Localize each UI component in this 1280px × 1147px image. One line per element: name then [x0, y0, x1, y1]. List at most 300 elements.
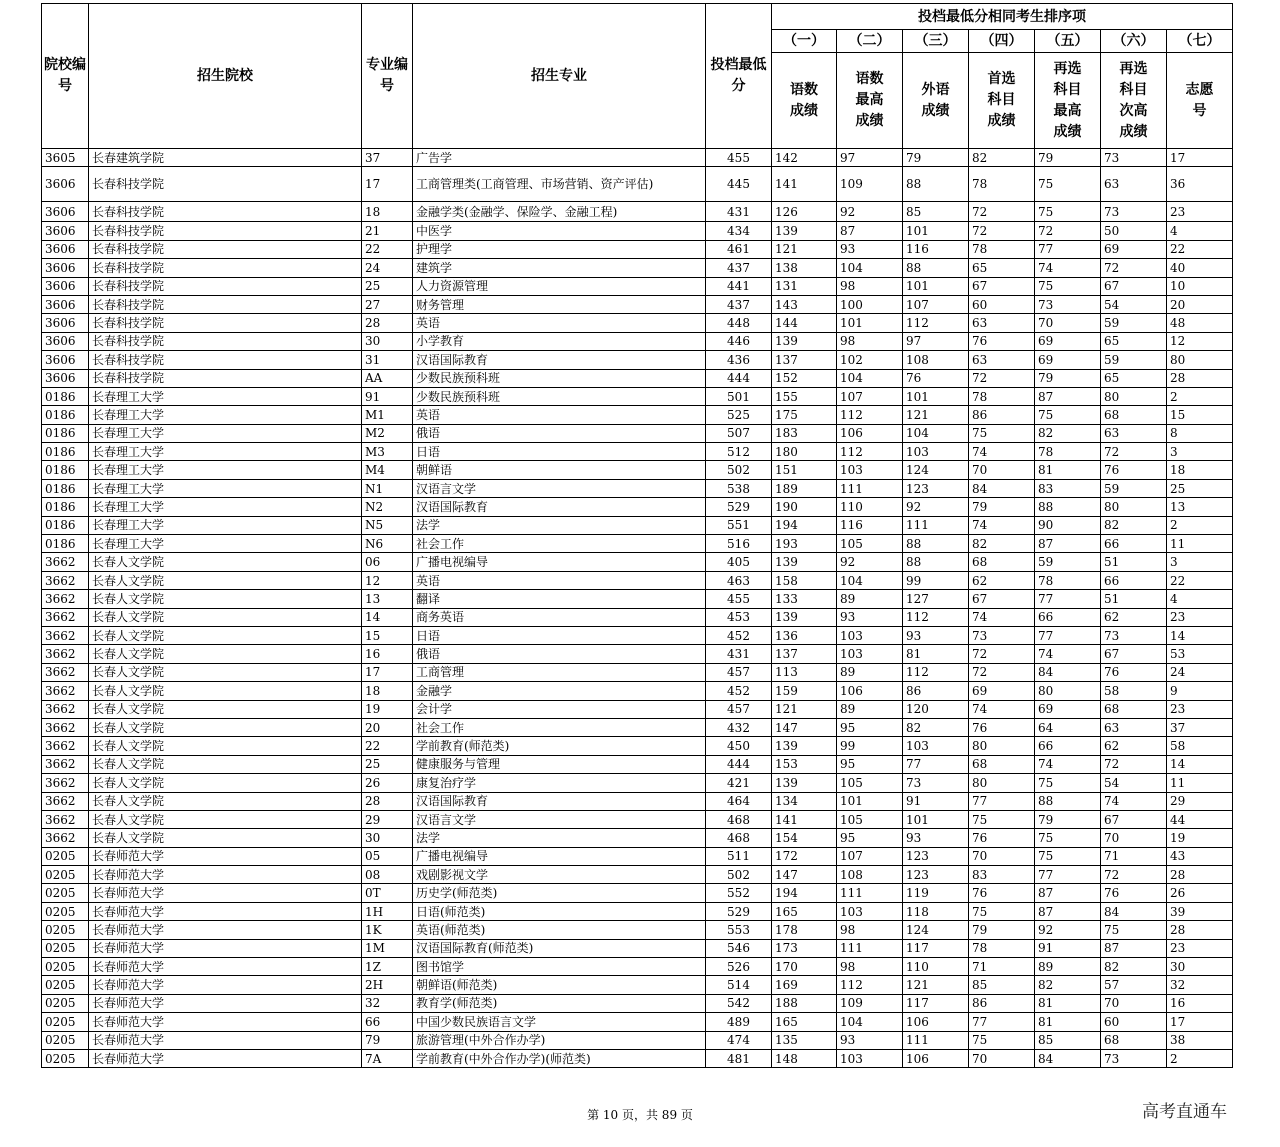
- cell-second-subject-next: 72: [1101, 866, 1167, 884]
- cell-major: 日语(师范类): [413, 902, 706, 920]
- cell-major: 旅游管理(中外合作办学): [413, 1031, 706, 1049]
- cell-min-score: 464: [706, 792, 772, 810]
- cell-second-subject-next: 67: [1101, 277, 1167, 295]
- cell-major-code: 22: [362, 737, 413, 755]
- cell-min-score: 452: [706, 682, 772, 700]
- cell-chinese-math: 173: [772, 939, 837, 957]
- cell-choice-no: 32: [1167, 976, 1233, 994]
- cell-major-code: 15: [362, 626, 413, 644]
- cell-major: 戏剧影视文学: [413, 866, 706, 884]
- cell-first-subject: 74: [969, 700, 1035, 718]
- cell-school-code: 0205: [42, 921, 89, 939]
- cell-major: 康复治疗学: [413, 774, 706, 792]
- header-tie-break-group: 投档最低分相同考生排序项: [772, 4, 1233, 30]
- cell-chinese-math: 135: [772, 1031, 837, 1049]
- cell-choice-no: 43: [1167, 847, 1233, 865]
- cell-second-subject-max: 66: [1035, 737, 1101, 755]
- cell-chinese-math: 139: [772, 608, 837, 626]
- cell-second-subject-next: 68: [1101, 700, 1167, 718]
- cell-min-score: 457: [706, 700, 772, 718]
- cell-min-score: 463: [706, 571, 772, 589]
- cell-school: 长春人文学院: [89, 792, 362, 810]
- cell-choice-no: 16: [1167, 994, 1233, 1012]
- cell-foreign-lang: 123: [903, 847, 969, 865]
- cell-major-code: 25: [362, 755, 413, 773]
- cell-chinese-math-max: 93: [837, 608, 903, 626]
- cell-school-code: 0205: [42, 939, 89, 957]
- cell-chinese-math: 188: [772, 994, 837, 1012]
- cell-school: 长春理工大学: [89, 516, 362, 534]
- cell-foreign-lang: 79: [903, 149, 969, 167]
- cell-first-subject: 76: [969, 332, 1035, 350]
- cell-major: 护理学: [413, 240, 706, 258]
- cell-chinese-math: 141: [772, 167, 837, 202]
- cell-second-subject-max: 88: [1035, 792, 1101, 810]
- cell-chinese-math: 136: [772, 626, 837, 644]
- cell-chinese-math: 143: [772, 295, 837, 313]
- cell-major-code: 20: [362, 718, 413, 736]
- table-row: [42, 645, 1233, 663]
- cell-major: 英语: [413, 314, 706, 332]
- cell-major-code: 16: [362, 645, 413, 663]
- cell-choice-no: 13: [1167, 498, 1233, 516]
- table-row: [42, 958, 1233, 976]
- cell-second-subject-next: 57: [1101, 976, 1167, 994]
- cell-school: 长春理工大学: [89, 498, 362, 516]
- cell-chinese-math: 175: [772, 406, 837, 424]
- header-order-1: （一）: [772, 30, 837, 53]
- cell-chinese-math: 147: [772, 866, 837, 884]
- cell-foreign-lang: 101: [903, 387, 969, 405]
- cell-first-subject: 75: [969, 810, 1035, 828]
- header-tie-col-6: 再选科目次高成绩: [1101, 53, 1167, 149]
- cell-chinese-math: 139: [772, 553, 837, 571]
- cell-foreign-lang: 120: [903, 700, 969, 718]
- cell-second-subject-max: 81: [1035, 994, 1101, 1012]
- cell-first-subject: 78: [969, 939, 1035, 957]
- cell-choice-no: 23: [1167, 202, 1233, 222]
- cell-chinese-math-max: 99: [837, 737, 903, 755]
- cell-chinese-math-max: 89: [837, 663, 903, 681]
- cell-second-subject-next: 60: [1101, 1013, 1167, 1031]
- cell-second-subject-max: 70: [1035, 314, 1101, 332]
- table-row: [42, 700, 1233, 718]
- cell-school: 长春人文学院: [89, 571, 362, 589]
- table-row: [42, 939, 1233, 957]
- table-row: [42, 1049, 1233, 1067]
- cell-foreign-lang: 116: [903, 240, 969, 258]
- table-row: [42, 516, 1233, 534]
- cell-choice-no: 44: [1167, 810, 1233, 828]
- cell-major: 朝鲜语(师范类): [413, 976, 706, 994]
- cell-chinese-math-max: 105: [837, 774, 903, 792]
- cell-min-score: 421: [706, 774, 772, 792]
- cell-school-code: 3606: [42, 240, 89, 258]
- cell-chinese-math: 131: [772, 277, 837, 295]
- cell-min-score: 553: [706, 921, 772, 939]
- cell-major: 汉语国际教育: [413, 498, 706, 516]
- cell-school-code: 0205: [42, 902, 89, 920]
- cell-first-subject: 68: [969, 755, 1035, 773]
- cell-major: 社会工作: [413, 718, 706, 736]
- cell-min-score: 526: [706, 958, 772, 976]
- cell-first-subject: 72: [969, 202, 1035, 222]
- cell-school: 长春师范大学: [89, 866, 362, 884]
- cell-school-code: 3662: [42, 626, 89, 644]
- cell-school-code: 3606: [42, 314, 89, 332]
- cell-first-subject: 79: [969, 921, 1035, 939]
- cell-chinese-math: 180: [772, 443, 837, 461]
- cell-school: 长春师范大学: [89, 1049, 362, 1067]
- cell-choice-no: 11: [1167, 774, 1233, 792]
- cell-foreign-lang: 121: [903, 406, 969, 424]
- cell-major: 广播电视编导: [413, 553, 706, 571]
- cell-school-code: 0186: [42, 406, 89, 424]
- cell-foreign-lang: 107: [903, 295, 969, 313]
- cell-chinese-math-max: 97: [837, 149, 903, 167]
- cell-min-score: 450: [706, 737, 772, 755]
- cell-second-subject-max: 79: [1035, 810, 1101, 828]
- cell-school: 长春理工大学: [89, 424, 362, 442]
- cell-second-subject-next: 63: [1101, 718, 1167, 736]
- cell-chinese-math-max: 112: [837, 976, 903, 994]
- header-tie-col-1: 语数成绩: [772, 53, 837, 149]
- cell-first-subject: 84: [969, 479, 1035, 497]
- cell-min-score: 461: [706, 240, 772, 258]
- cell-first-subject: 71: [969, 958, 1035, 976]
- cell-choice-no: 37: [1167, 718, 1233, 736]
- cell-school-code: 3606: [42, 277, 89, 295]
- cell-school-code: 3662: [42, 810, 89, 828]
- cell-first-subject: 70: [969, 1049, 1035, 1067]
- cell-major-code: N2: [362, 498, 413, 516]
- cell-second-subject-max: 87: [1035, 902, 1101, 920]
- cell-chinese-math-max: 116: [837, 516, 903, 534]
- cell-second-subject-next: 76: [1101, 884, 1167, 902]
- cell-foreign-lang: 99: [903, 571, 969, 589]
- table-row: [42, 755, 1233, 773]
- cell-min-score: 516: [706, 535, 772, 553]
- cell-school-code: 0205: [42, 866, 89, 884]
- cell-foreign-lang: 85: [903, 202, 969, 222]
- cell-second-subject-next: 63: [1101, 167, 1167, 202]
- cell-choice-no: 10: [1167, 277, 1233, 295]
- cell-chinese-math: 170: [772, 958, 837, 976]
- cell-school: 长春理工大学: [89, 461, 362, 479]
- cell-choice-no: 3: [1167, 443, 1233, 461]
- table-row: [42, 332, 1233, 350]
- cell-school: 长春人文学院: [89, 755, 362, 773]
- cell-second-subject-max: 82: [1035, 424, 1101, 442]
- cell-second-subject-max: 84: [1035, 663, 1101, 681]
- cell-second-subject-max: 75: [1035, 167, 1101, 202]
- cell-choice-no: 8: [1167, 424, 1233, 442]
- cell-chinese-math: 190: [772, 498, 837, 516]
- cell-chinese-math-max: 107: [837, 847, 903, 865]
- cell-major-code: M1: [362, 406, 413, 424]
- cell-second-subject-next: 65: [1101, 369, 1167, 387]
- cell-major-code: 25: [362, 277, 413, 295]
- cell-choice-no: 25: [1167, 479, 1233, 497]
- cell-first-subject: 78: [969, 387, 1035, 405]
- cell-chinese-math-max: 87: [837, 222, 903, 240]
- cell-second-subject-next: 74: [1101, 792, 1167, 810]
- cell-first-subject: 74: [969, 443, 1035, 461]
- cell-major-code: N1: [362, 479, 413, 497]
- cell-first-subject: 78: [969, 240, 1035, 258]
- cell-chinese-math: 165: [772, 902, 837, 920]
- cell-first-subject: 74: [969, 608, 1035, 626]
- cell-first-subject: 80: [969, 737, 1035, 755]
- cell-second-subject-next: 84: [1101, 902, 1167, 920]
- cell-school: 长春人文学院: [89, 590, 362, 608]
- cell-first-subject: 82: [969, 535, 1035, 553]
- cell-first-subject: 83: [969, 866, 1035, 884]
- cell-second-subject-max: 84: [1035, 1049, 1101, 1067]
- table-row: [42, 351, 1233, 369]
- cell-foreign-lang: 82: [903, 718, 969, 736]
- cell-second-subject-next: 69: [1101, 240, 1167, 258]
- cell-first-subject: 63: [969, 351, 1035, 369]
- cell-chinese-math-max: 98: [837, 921, 903, 939]
- cell-chinese-math-max: 106: [837, 424, 903, 442]
- cell-min-score: 437: [706, 295, 772, 313]
- cell-second-subject-max: 81: [1035, 1013, 1101, 1031]
- cell-second-subject-next: 82: [1101, 958, 1167, 976]
- cell-choice-no: 14: [1167, 755, 1233, 773]
- cell-chinese-math-max: 105: [837, 535, 903, 553]
- cell-second-subject-max: 74: [1035, 645, 1101, 663]
- cell-foreign-lang: 103: [903, 737, 969, 755]
- cell-major-code: 17: [362, 167, 413, 202]
- cell-school-code: 0205: [42, 1049, 89, 1067]
- cell-chinese-math: 153: [772, 755, 837, 773]
- cell-chinese-math-max: 103: [837, 902, 903, 920]
- cell-chinese-math: 154: [772, 829, 837, 847]
- cell-choice-no: 15: [1167, 406, 1233, 424]
- cell-major: 俄语: [413, 424, 706, 442]
- cell-second-subject-next: 59: [1101, 351, 1167, 369]
- cell-chinese-math: 134: [772, 792, 837, 810]
- cell-first-subject: 78: [969, 167, 1035, 202]
- table-row: [42, 774, 1233, 792]
- cell-chinese-math: 169: [772, 976, 837, 994]
- table-row: [42, 314, 1233, 332]
- cell-major-code: N6: [362, 535, 413, 553]
- cell-second-subject-max: 75: [1035, 202, 1101, 222]
- table-row: [42, 535, 1233, 553]
- cell-major-code: 17: [362, 663, 413, 681]
- cell-second-subject-next: 72: [1101, 755, 1167, 773]
- cell-school-code: 0186: [42, 461, 89, 479]
- cell-min-score: 474: [706, 1031, 772, 1049]
- cell-chinese-math-max: 93: [837, 240, 903, 258]
- cell-chinese-math: 139: [772, 332, 837, 350]
- cell-school-code: 3606: [42, 222, 89, 240]
- cell-choice-no: 53: [1167, 645, 1233, 663]
- cell-foreign-lang: 91: [903, 792, 969, 810]
- cell-school: 长春人文学院: [89, 737, 362, 755]
- cell-school-code: 0205: [42, 958, 89, 976]
- cell-first-subject: 76: [969, 884, 1035, 902]
- cell-second-subject-next: 72: [1101, 443, 1167, 461]
- cell-chinese-math-max: 110: [837, 498, 903, 516]
- cell-major-code: 28: [362, 792, 413, 810]
- table-row: [42, 277, 1233, 295]
- cell-min-score: 514: [706, 976, 772, 994]
- cell-second-subject-max: 91: [1035, 939, 1101, 957]
- cell-major-code: 28: [362, 314, 413, 332]
- cell-chinese-math-max: 106: [837, 682, 903, 700]
- cell-major-code: 29: [362, 810, 413, 828]
- cell-choice-no: 22: [1167, 571, 1233, 589]
- cell-second-subject-next: 76: [1101, 663, 1167, 681]
- cell-foreign-lang: 101: [903, 810, 969, 828]
- cell-school: 长春师范大学: [89, 884, 362, 902]
- cell-min-score: 432: [706, 718, 772, 736]
- cell-chinese-math: 148: [772, 1049, 837, 1067]
- cell-first-subject: 70: [969, 461, 1035, 479]
- cell-school: 长春人文学院: [89, 700, 362, 718]
- cell-min-score: 538: [706, 479, 772, 497]
- cell-foreign-lang: 76: [903, 369, 969, 387]
- table-row: [42, 498, 1233, 516]
- cell-second-subject-next: 54: [1101, 295, 1167, 313]
- cell-foreign-lang: 117: [903, 939, 969, 957]
- cell-chinese-math-max: 103: [837, 645, 903, 663]
- cell-second-subject-next: 66: [1101, 535, 1167, 553]
- cell-school: 长春科技学院: [89, 332, 362, 350]
- cell-second-subject-next: 73: [1101, 1049, 1167, 1067]
- cell-foreign-lang: 88: [903, 259, 969, 277]
- cell-major-code: AA: [362, 369, 413, 387]
- cell-second-subject-next: 66: [1101, 571, 1167, 589]
- cell-min-score: 444: [706, 369, 772, 387]
- cell-chinese-math: 137: [772, 351, 837, 369]
- cell-chinese-math: 152: [772, 369, 837, 387]
- cell-foreign-lang: 111: [903, 1031, 969, 1049]
- cell-second-subject-next: 54: [1101, 774, 1167, 792]
- cell-major-code: 7A: [362, 1049, 413, 1067]
- cell-first-subject: 86: [969, 406, 1035, 424]
- cell-second-subject-max: 90: [1035, 516, 1101, 534]
- cell-min-score: 481: [706, 1049, 772, 1067]
- cell-first-subject: 69: [969, 682, 1035, 700]
- cell-major: 日语: [413, 626, 706, 644]
- cell-min-score: 489: [706, 1013, 772, 1031]
- cell-major: 中医学: [413, 222, 706, 240]
- cell-major: 金融学: [413, 682, 706, 700]
- table-row: [42, 737, 1233, 755]
- table-row: [42, 167, 1233, 202]
- cell-chinese-math: 189: [772, 479, 837, 497]
- cell-school-code: 0205: [42, 1013, 89, 1031]
- cell-first-subject: 76: [969, 718, 1035, 736]
- cell-school: 长春人文学院: [89, 718, 362, 736]
- cell-foreign-lang: 112: [903, 608, 969, 626]
- cell-second-subject-max: 73: [1035, 295, 1101, 313]
- cell-school-code: 0186: [42, 498, 89, 516]
- cell-school-code: 3606: [42, 259, 89, 277]
- cell-chinese-math-max: 104: [837, 571, 903, 589]
- cell-school-code: 3606: [42, 351, 89, 369]
- cell-chinese-math: 144: [772, 314, 837, 332]
- cell-major: 日语: [413, 443, 706, 461]
- table-row: [42, 829, 1233, 847]
- cell-chinese-math: 172: [772, 847, 837, 865]
- watermark: 高考直通车: [1142, 1102, 1227, 1122]
- cell-first-subject: 76: [969, 829, 1035, 847]
- cell-min-score: 507: [706, 424, 772, 442]
- cell-min-score: 455: [706, 149, 772, 167]
- cell-major-code: 26: [362, 774, 413, 792]
- cell-major-code: M3: [362, 443, 413, 461]
- cell-major-code: 22: [362, 240, 413, 258]
- cell-school-code: 3662: [42, 553, 89, 571]
- header-order-4: （四）: [969, 30, 1035, 53]
- header-major: 招生专业: [413, 4, 706, 149]
- cell-school: 长春理工大学: [89, 387, 362, 405]
- cell-min-score: 444: [706, 755, 772, 773]
- cell-min-score: 468: [706, 810, 772, 828]
- cell-school: 长春师范大学: [89, 976, 362, 994]
- table-row: [42, 149, 1233, 167]
- cell-choice-no: 24: [1167, 663, 1233, 681]
- cell-school-code: 0205: [42, 847, 89, 865]
- table-row: [42, 461, 1233, 479]
- cell-choice-no: 12: [1167, 332, 1233, 350]
- cell-major: 汉语言文学: [413, 479, 706, 497]
- cell-school-code: 0186: [42, 387, 89, 405]
- cell-chinese-math-max: 92: [837, 553, 903, 571]
- table-row: [42, 479, 1233, 497]
- cell-major-code: 1K: [362, 921, 413, 939]
- cell-major-code: 32: [362, 994, 413, 1012]
- cell-second-subject-max: 69: [1035, 700, 1101, 718]
- cell-foreign-lang: 127: [903, 590, 969, 608]
- table-row: [42, 847, 1233, 865]
- cell-school: 长春人文学院: [89, 774, 362, 792]
- cell-first-subject: 82: [969, 149, 1035, 167]
- cell-choice-no: 14: [1167, 626, 1233, 644]
- cell-chinese-math-max: 103: [837, 626, 903, 644]
- cell-chinese-math-max: 89: [837, 590, 903, 608]
- table-row: [42, 810, 1233, 828]
- cell-major: 会计学: [413, 700, 706, 718]
- cell-chinese-math-max: 109: [837, 994, 903, 1012]
- header-order-5: （五）: [1035, 30, 1101, 53]
- header-tie-col-3: 外语成绩: [903, 53, 969, 149]
- cell-school: 长春科技学院: [89, 369, 362, 387]
- admission-score-table: [41, 3, 1233, 1068]
- cell-school: 长春建筑学院: [89, 149, 362, 167]
- cell-second-subject-max: 85: [1035, 1031, 1101, 1049]
- cell-major-code: 08: [362, 866, 413, 884]
- cell-second-subject-next: 87: [1101, 939, 1167, 957]
- cell-school-code: 3606: [42, 295, 89, 313]
- cell-school-code: 3662: [42, 608, 89, 626]
- cell-foreign-lang: 106: [903, 1013, 969, 1031]
- cell-choice-no: 28: [1167, 921, 1233, 939]
- cell-second-subject-next: 67: [1101, 645, 1167, 663]
- cell-second-subject-max: 59: [1035, 553, 1101, 571]
- cell-second-subject-next: 51: [1101, 553, 1167, 571]
- cell-min-score: 431: [706, 202, 772, 222]
- cell-min-score: 434: [706, 222, 772, 240]
- cell-chinese-math-max: 108: [837, 866, 903, 884]
- cell-first-subject: 68: [969, 553, 1035, 571]
- cell-choice-no: 11: [1167, 535, 1233, 553]
